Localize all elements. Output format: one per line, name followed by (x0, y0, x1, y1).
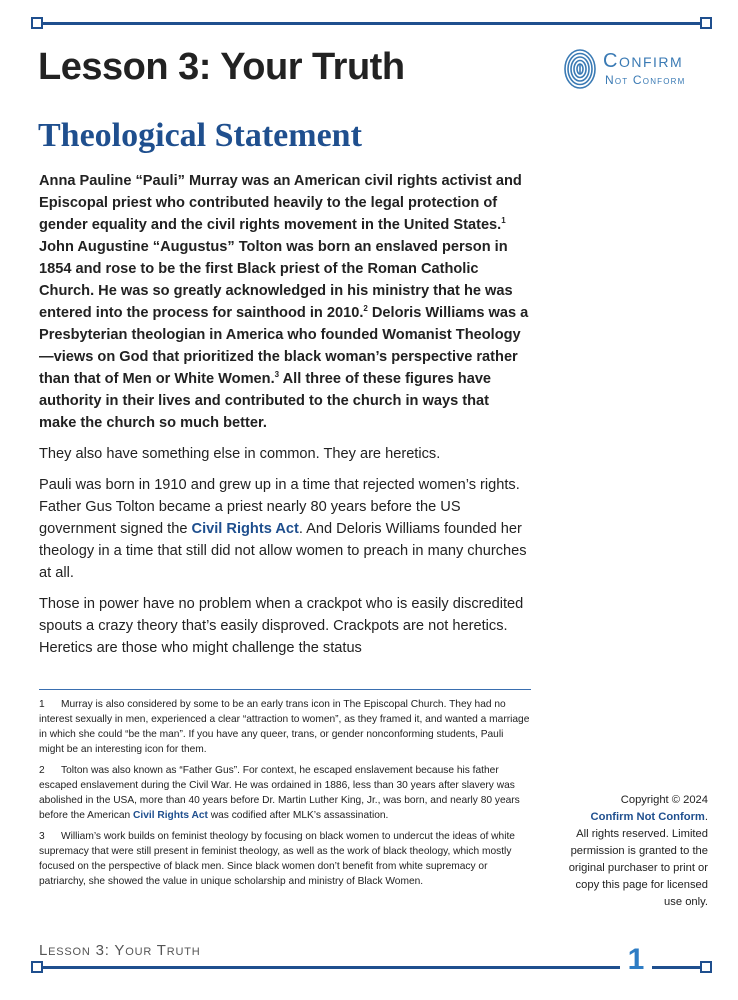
brand-logo (563, 48, 713, 90)
bottom-right-corner-square (700, 961, 712, 973)
paragraph-history-text-2: . And Deloris Williams founded her theology in a time that still did not allow women to preach in many churches at all. (39, 521, 527, 581)
footnote-text: Murray is also considered by some to be an early trans icon in The Episcopal Church. They had no interest sexually in men, experienced a clear “attraction to women”, as they framed it, and wanted a marriage in which she could “be the man”. If you have any queer, trans, or gender nonconforming students, Pauli might be an interesting icon for them. (39, 699, 530, 755)
main-body (39, 170, 529, 668)
copyright-brand-link[interactable]: Confirm Not Conform (590, 811, 705, 823)
copyright-brand-suffix: . (704, 811, 708, 823)
footnote-civil-rights-act-link[interactable]: Civil Rights Act (133, 810, 208, 821)
footnote-number: 3 (39, 831, 45, 842)
intro-paragraph (39, 170, 529, 434)
footer-lesson-title: Lesson 3: Your Truth (39, 942, 201, 959)
footnote-divider (39, 689, 531, 690)
fingerprint-icon (563, 48, 597, 90)
top-left-corner-square (31, 17, 43, 29)
logo-text-primary: Confirm (603, 50, 684, 72)
footnote-3 (39, 829, 531, 889)
bottom-frame-rule (40, 966, 707, 969)
intro-text-1: Anna Pauline “Pauli” Murray was an American civil rights activist and Episcopal priest who contributed heavily to the legal protection of gender equality and the civil rights movement in the United States. (39, 173, 522, 233)
footnote-2 (39, 763, 531, 823)
logo-text-secondary: Not Conform (605, 73, 686, 87)
page-number: 1 (620, 943, 652, 977)
footnote-text: William’s work builds on feminist theology by focusing on black women to undercut the ideas of white supremacy that were still present in feminist theology, as well as the work of black theology, which mostly focused on the perspective of black men. Since black women don’t benefit from white supremacy or patriarchy, she showed the value in unique scholarship and ministry of Black Women. (39, 831, 515, 887)
top-right-corner-square (700, 17, 712, 29)
footnote-1 (39, 697, 531, 757)
footnote-ref-2[interactable]: 2 (363, 304, 368, 314)
civil-rights-act-link[interactable]: Civil Rights Act (191, 521, 299, 537)
paragraph-history-text-1: Pauli was born in 1910 and grew up in a time that rejected women’s rights. Father Gus Tolton became a priest nearly 80 years before the US government signed the (39, 477, 520, 537)
intro-text-3: Deloris Williams was a Presbyterian theologian in America who founded Womanist Theology—views on God that prioritized the black woman’s perspective rather than that of Men or White Women. (39, 305, 529, 387)
paragraph-heretics: They also have something else in common. They are heretics. (39, 446, 441, 462)
bottom-left-corner-square (31, 961, 43, 973)
footnote-number: 1 (39, 699, 45, 710)
footnote-ref-3[interactable]: 3 (274, 370, 280, 380)
lesson-title: Lesson 3: Your Truth (38, 46, 405, 88)
intro-text-4: All three of these figures have authority in their lives and contributed to the church in ways that make the church so much better. (39, 371, 492, 431)
paragraph-crackpots: Those in power have no problem when a crackpot who is easily discredited spouts a crazy theory that’s easily disproved. Crackpots are not heretics. Heretics are those who might challenge the status (39, 596, 524, 656)
paragraph-history (39, 474, 529, 584)
footnote-ref-1[interactable]: 1 (501, 216, 506, 226)
copyright-permission-text: All rights reserved. Limited permission is granted to the original purchaser to print or copy this page for licensed use only. (568, 828, 708, 908)
intro-text-2: John Augustine “Augustus” Tolton was born an enslaved person in 1854 and rose to be the first Black priest of the Roman Catholic Church. He was so greatly acknowledged in his ministry that he was entered into the process for sainthood in 2010. (39, 239, 513, 321)
footnote-text: Tolton was also known as “Father Gus”. For context, he escaped enslavement because his father escaped enslavement during the Civil War. He was ordained in 1886, less than 30 years after slavery was abolished in the USA, more than 40 years before Dr. Martin Luther King, Jr., was born, and nearly 80 years before the American (39, 765, 520, 821)
top-frame-rule (40, 22, 707, 25)
section-title: Theological Statement (38, 117, 362, 154)
footnote-text-end: was codified after MLK’s assassination. (207, 810, 389, 821)
footnote-number: 2 (39, 765, 45, 776)
copyright-line: Copyright © 2024 (620, 794, 708, 806)
footnotes (39, 697, 531, 895)
copyright-notice (560, 792, 708, 911)
